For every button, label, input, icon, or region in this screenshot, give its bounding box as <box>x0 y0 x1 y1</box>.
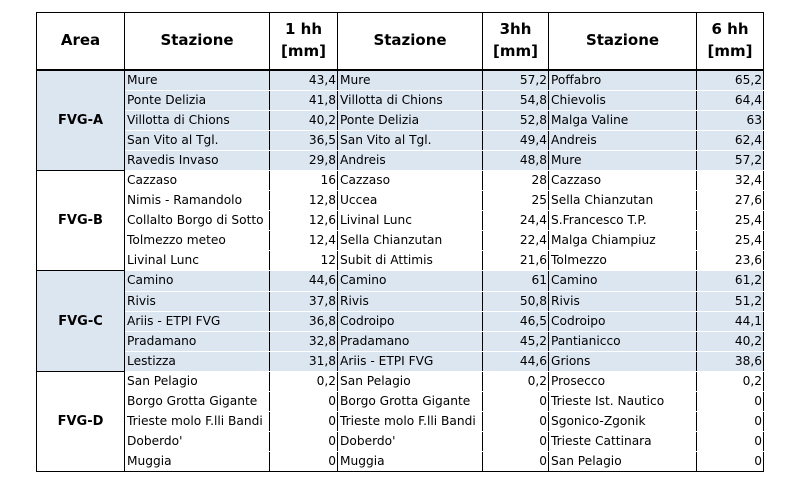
value-3h-cell: 61 <box>483 271 549 291</box>
station-6h-cell: Mure <box>549 151 697 171</box>
value-6h-cell: 0 <box>697 411 764 431</box>
station-6h-cell: Andreis <box>549 131 697 151</box>
header-6hh-unit: [mm] <box>707 42 753 60</box>
value-3h-cell: 0,2 <box>483 371 549 391</box>
table-row <box>37 231 764 251</box>
table-row <box>37 191 764 211</box>
table-row <box>37 391 764 411</box>
value-3h-cell: 46,5 <box>483 311 549 331</box>
station-1h-cell: Livinal Lunc <box>125 251 270 271</box>
value-6h-cell: 57,2 <box>697 151 764 171</box>
value-6h-cell: 65,2 <box>697 70 764 91</box>
value-3h-cell: 24,4 <box>483 211 549 231</box>
value-3h-cell: 22,4 <box>483 231 549 251</box>
table-row <box>37 171 764 191</box>
station-1h-cell: Borgo Grotta Gigante <box>125 391 270 411</box>
value-1h-cell: 40,2 <box>270 111 338 131</box>
table-row <box>37 311 764 331</box>
value-1h-cell: 32,8 <box>270 331 338 351</box>
station-3h-cell: San Vito al Tgl. <box>338 131 483 151</box>
area-cell: FVG-B <box>37 171 125 271</box>
value-3h-cell: 0 <box>483 411 549 431</box>
station-1h-cell: Mure <box>125 70 270 91</box>
station-3h-cell: Borgo Grotta Gigante <box>338 391 483 411</box>
header-6hh-label: 6 hh <box>711 20 749 39</box>
header-stazione-1h: Stazione <box>125 13 270 71</box>
station-6h-cell: Grions <box>549 351 697 371</box>
station-6h-cell: Pantianicco <box>549 331 697 351</box>
value-6h-cell: 64,4 <box>697 91 764 111</box>
table-body <box>37 70 764 472</box>
table-row <box>37 111 764 131</box>
station-3h-cell: Ariis - ETPI FVG <box>338 351 483 371</box>
station-6h-cell: Sgonico-Zgonik <box>549 411 697 431</box>
value-1h-cell: 31,8 <box>270 351 338 371</box>
station-6h-cell: Malga Valine <box>549 111 697 131</box>
value-1h-cell: 41,8 <box>270 91 338 111</box>
value-3h-cell: 49,4 <box>483 131 549 151</box>
value-6h-cell: 40,2 <box>697 331 764 351</box>
station-6h-cell: San Pelagio <box>549 451 697 471</box>
value-3h-cell: 48,8 <box>483 151 549 171</box>
value-1h-cell: 0 <box>270 411 338 431</box>
value-6h-cell: 25,4 <box>697 211 764 231</box>
station-6h-cell: Codroipo <box>549 311 697 331</box>
station-3h-cell: Subit di Attimis <box>338 251 483 271</box>
value-1h-cell: 43,4 <box>270 70 338 91</box>
station-1h-cell: Trieste molo F.lli Bandi <box>125 411 270 431</box>
value-1h-cell: 29,8 <box>270 151 338 171</box>
station-1h-cell: Collalto Borgo di Sotto <box>125 211 270 231</box>
station-3h-cell: Rivis <box>338 291 483 311</box>
table-row <box>37 211 764 231</box>
station-1h-cell: Cazzaso <box>125 171 270 191</box>
area-cell: FVG-D <box>37 371 125 471</box>
header-1hh-unit: [mm] <box>281 42 326 60</box>
table-row <box>37 411 764 431</box>
station-3h-cell: Sella Chianzutan <box>338 231 483 251</box>
station-3h-cell: Pradamano <box>338 331 483 351</box>
header-3hh <box>483 13 549 71</box>
value-6h-cell: 32,4 <box>697 171 764 191</box>
station-3h-cell: Ponte Delizia <box>338 111 483 131</box>
value-1h-cell: 12,4 <box>270 231 338 251</box>
value-6h-cell: 27,6 <box>697 191 764 211</box>
value-6h-cell: 63 <box>697 111 764 131</box>
value-1h-cell: 36,8 <box>270 311 338 331</box>
station-3h-cell: Trieste molo F.lli Bandi <box>338 411 483 431</box>
value-1h-cell: 0,2 <box>270 371 338 391</box>
value-6h-cell: 51,2 <box>697 291 764 311</box>
table-row <box>37 451 764 471</box>
station-6h-cell: S.Francesco T.P. <box>549 211 697 231</box>
station-6h-cell: Prosecco <box>549 371 697 391</box>
value-1h-cell: 12,6 <box>270 211 338 231</box>
value-1h-cell: 16 <box>270 171 338 191</box>
station-1h-cell: Nimis - Ramandolo <box>125 191 270 211</box>
station-6h-cell: Rivis <box>549 291 697 311</box>
station-6h-cell: Chievolis <box>549 91 697 111</box>
table-row <box>37 251 764 271</box>
station-3h-cell: Villotta di Chions <box>338 91 483 111</box>
station-6h-cell: Trieste Ist. Nautico <box>549 391 697 411</box>
header-1hh <box>270 13 338 71</box>
station-6h-cell: Tolmezzo <box>549 251 697 271</box>
station-3h-cell: Camino <box>338 271 483 291</box>
value-6h-cell: 0,2 <box>697 371 764 391</box>
station-3h-cell: Livinal Lunc <box>338 211 483 231</box>
value-1h-cell: 12,8 <box>270 191 338 211</box>
value-3h-cell: 44,6 <box>483 351 549 371</box>
station-1h-cell: Ariis - ETPI FVG <box>125 311 270 331</box>
table-row <box>37 271 764 291</box>
rainfall-table <box>36 12 764 472</box>
station-6h-cell: Poffabro <box>549 70 697 91</box>
station-1h-cell: Doberdo' <box>125 431 270 451</box>
station-1h-cell: Rivis <box>125 291 270 311</box>
table-row <box>37 431 764 451</box>
value-6h-cell: 62,4 <box>697 131 764 151</box>
header-stazione-3h: Stazione <box>338 13 483 71</box>
table-row <box>37 151 764 171</box>
station-3h-cell: Mure <box>338 70 483 91</box>
value-3h-cell: 57,2 <box>483 70 549 91</box>
value-3h-cell: 50,8 <box>483 291 549 311</box>
value-3h-cell: 0 <box>483 431 549 451</box>
table-row <box>37 91 764 111</box>
table-row <box>37 351 764 371</box>
station-1h-cell: Muggia <box>125 451 270 471</box>
station-6h-cell: Sella Chianzutan <box>549 191 697 211</box>
station-3h-cell: San Pelagio <box>338 371 483 391</box>
table-row <box>37 291 764 311</box>
station-1h-cell: Lestizza <box>125 351 270 371</box>
value-3h-cell: 0 <box>483 451 549 471</box>
table-row <box>37 70 764 91</box>
station-1h-cell: Ponte Delizia <box>125 91 270 111</box>
table-row <box>37 371 764 391</box>
header-3hh-label: 3hh <box>499 20 532 39</box>
value-6h-cell: 25,4 <box>697 231 764 251</box>
header-3hh-unit: [mm] <box>493 42 538 60</box>
value-6h-cell: 38,6 <box>697 351 764 371</box>
value-6h-cell: 23,6 <box>697 251 764 271</box>
header-row <box>37 13 764 71</box>
station-1h-cell: Camino <box>125 271 270 291</box>
station-6h-cell: Cazzaso <box>549 171 697 191</box>
area-cell: FVG-C <box>37 271 125 371</box>
station-3h-cell: Doberdo' <box>338 431 483 451</box>
value-6h-cell: 44,1 <box>697 311 764 331</box>
table-row <box>37 331 764 351</box>
station-3h-cell: Andreis <box>338 151 483 171</box>
station-1h-cell: Villotta di Chions <box>125 111 270 131</box>
value-1h-cell: 12 <box>270 251 338 271</box>
value-6h-cell: 0 <box>697 451 764 471</box>
station-1h-cell: San Pelagio <box>125 371 270 391</box>
value-1h-cell: 36,5 <box>270 131 338 151</box>
header-6hh <box>697 13 764 71</box>
station-6h-cell: Malga Chiampiuz <box>549 231 697 251</box>
station-3h-cell: Muggia <box>338 451 483 471</box>
value-3h-cell: 45,2 <box>483 331 549 351</box>
value-3h-cell: 25 <box>483 191 549 211</box>
station-6h-cell: Camino <box>549 271 697 291</box>
value-3h-cell: 28 <box>483 171 549 191</box>
station-3h-cell: Codroipo <box>338 311 483 331</box>
station-3h-cell: Uccea <box>338 191 483 211</box>
value-1h-cell: 0 <box>270 431 338 451</box>
value-3h-cell: 0 <box>483 391 549 411</box>
value-1h-cell: 37,8 <box>270 291 338 311</box>
area-cell: FVG-A <box>37 70 125 171</box>
value-6h-cell: 0 <box>697 391 764 411</box>
value-3h-cell: 52,8 <box>483 111 549 131</box>
value-6h-cell: 61,2 <box>697 271 764 291</box>
station-1h-cell: Ravedis Invaso <box>125 151 270 171</box>
header-1hh-label: 1 hh <box>284 20 323 39</box>
station-1h-cell: San Vito al Tgl. <box>125 131 270 151</box>
station-1h-cell: Pradamano <box>125 331 270 351</box>
value-1h-cell: 0 <box>270 391 338 411</box>
value-6h-cell: 0 <box>697 431 764 451</box>
value-1h-cell: 44,6 <box>270 271 338 291</box>
header-stazione-6h: Stazione <box>549 13 697 71</box>
station-6h-cell: Trieste Cattinara <box>549 431 697 451</box>
table-row <box>37 131 764 151</box>
station-3h-cell: Cazzaso <box>338 171 483 191</box>
value-1h-cell: 0 <box>270 451 338 471</box>
value-3h-cell: 21,6 <box>483 251 549 271</box>
station-1h-cell: Tolmezzo meteo <box>125 231 270 251</box>
header-area: Area <box>37 13 125 71</box>
value-3h-cell: 54,8 <box>483 91 549 111</box>
